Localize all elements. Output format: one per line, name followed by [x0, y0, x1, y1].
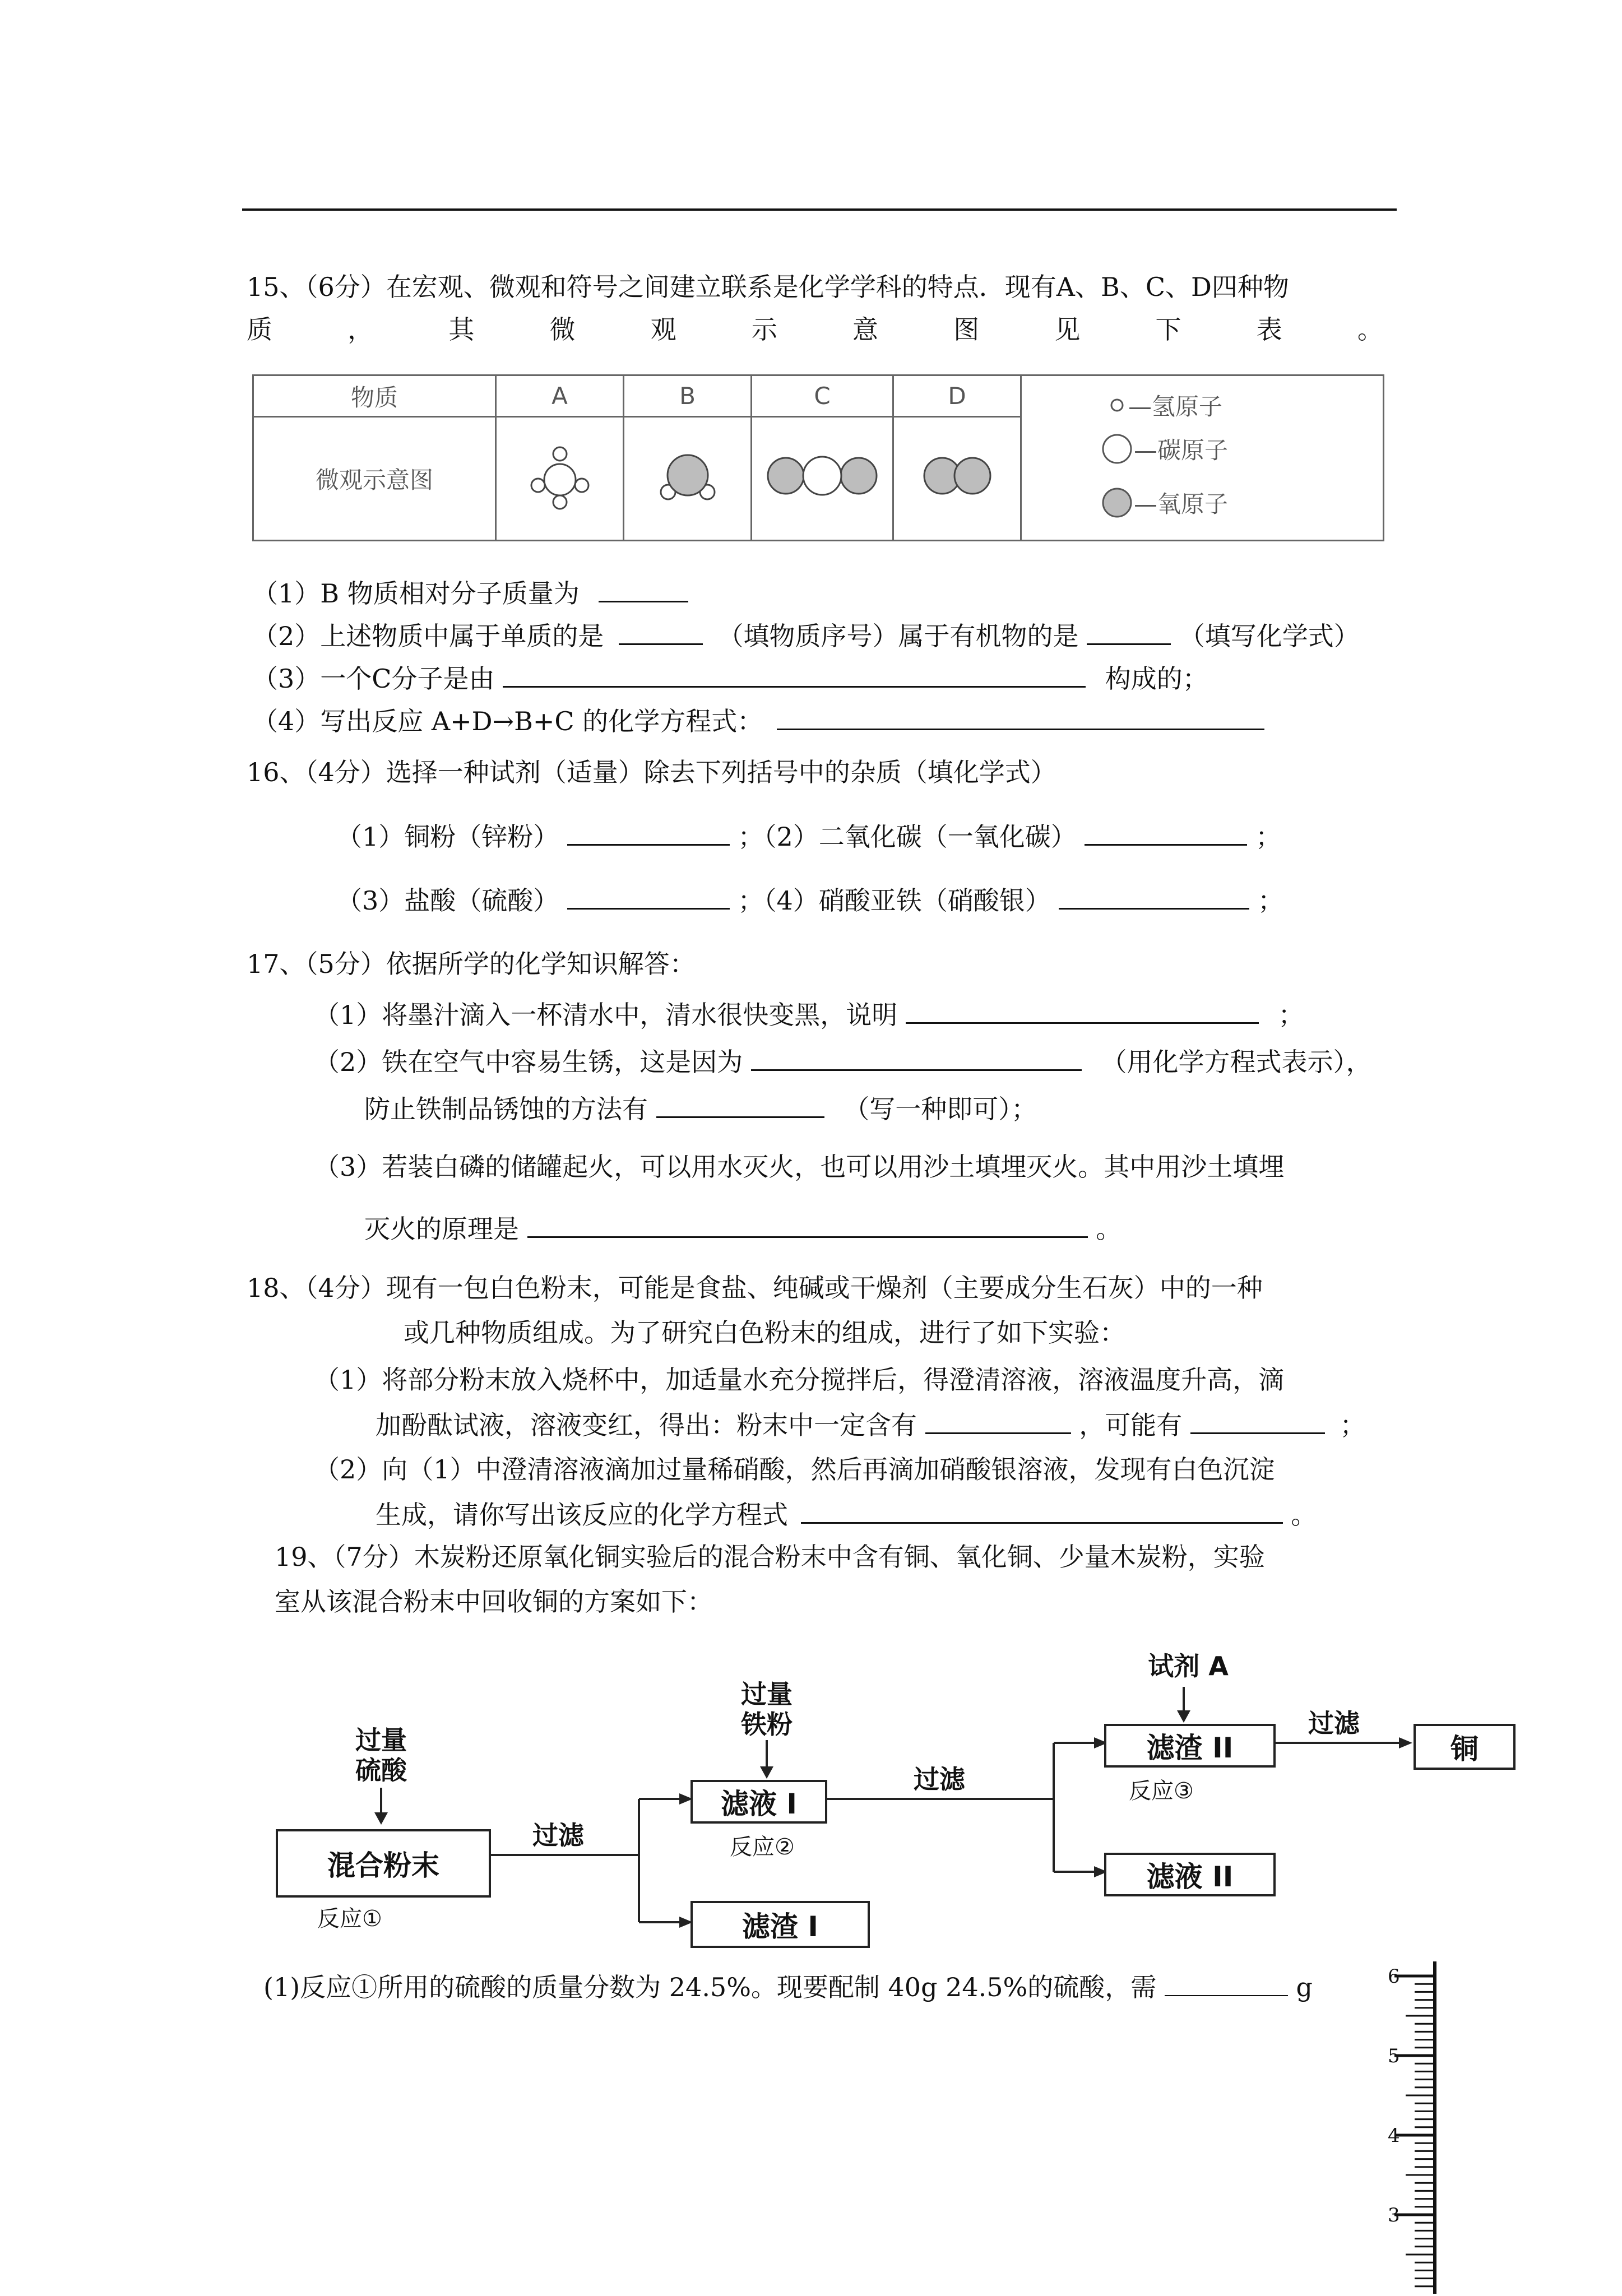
q17-part3: （3）若装白磷的储罐起火，可以用水灭火，也可以用沙土填埋灭火。其中用沙土填埋: [314, 1152, 1285, 1182]
ruler-label: 4: [1388, 2125, 1400, 2147]
box-residue1: 滤渣 I: [690, 1901, 870, 1948]
q16-end: ；: [1258, 885, 1284, 916]
col-b-header: B: [624, 375, 752, 417]
q15-line2-char: 。: [1357, 314, 1383, 345]
measuring-ruler: [1356, 1961, 1468, 2294]
reaction1-label: 反应①: [317, 1906, 382, 1932]
q15-line2-char: 观: [650, 314, 676, 345]
ruler-label: 3: [1388, 2204, 1400, 2227]
q17-part1-end: ；: [1278, 1000, 1304, 1030]
q19-line2: 室从该混合粉末中回收铜的方案如下：: [275, 1587, 713, 1617]
q18-part2-end: 。: [1291, 1500, 1317, 1530]
q16-item4: ；（4）硝酸亚铁（硝酸银）: [738, 885, 1051, 916]
q17-title: 17、（5分）依据所学的化学知识解答：: [247, 949, 696, 979]
q17-part2-text-b: （用化学方程式表示），: [1101, 1047, 1372, 1077]
q15-line2-char: 示: [751, 314, 777, 345]
q18-line1: 18、（4分）现有一包白色粉末，可能是食盐、纯碱或干燥剂（主要成分生石灰）中的一种: [247, 1273, 1263, 1303]
q15-line2-char: 见: [1054, 314, 1081, 345]
q19-part1-text: (1)反应①所用的硫酸的质量分数为 24.5%。现要配制 40g 24.5%的硫酸，需: [263, 1972, 1157, 2002]
q15-line2-char: ，: [347, 314, 374, 345]
table-header-label: 物质: [253, 375, 496, 417]
q17-part2-text-a: （2）铁在空气中容易生锈，这是因为: [314, 1047, 743, 1077]
q18-line2: 或几种物质组成。为了研究白色粉末的组成，进行了如下实验：: [404, 1318, 1125, 1348]
q19-part1: [263, 1970, 1313, 2004]
q18-part2: （2）向（1）中澄清溶液滴加过量稀硝酸，然后再滴加硝酸银溶液，发现有白色沉淀: [314, 1454, 1275, 1485]
box-filtrate1: 滤液 I: [690, 1780, 827, 1824]
q15-line1: 15、（6分）在宏观、微观和符号之间建立联系是化学学科的特点．现有A、B、C、D四种物: [247, 272, 1289, 302]
q15-part4-text: （4）写出反应 A+D→B+C 的化学方程式：: [252, 706, 763, 736]
q16-item3: （3）盐酸（硫酸）: [336, 885, 559, 916]
q17-part2-text-c: 防止铁制品锈蚀的方法有: [364, 1094, 648, 1124]
q17-part1-text: （1）将墨汁滴入一杯清水中，清水很快变黑，说明: [314, 1000, 898, 1030]
q15-part2-text-a: （2）上述物质中属于单质的是: [252, 621, 604, 651]
q18-part1-text-c: ，可能有: [1079, 1410, 1183, 1440]
q15-line2-char: 其: [448, 314, 475, 345]
box-residue2: 滤渣 II: [1104, 1724, 1276, 1768]
table-row-label: 微观示意图: [253, 417, 496, 541]
q15-part3-text-a: （3）一个C分子是由: [252, 664, 495, 694]
q16-end: ；: [1255, 822, 1282, 852]
col-c-header: C: [752, 375, 893, 417]
q15-line2-char: 图: [953, 314, 980, 345]
box-mixed-powder: 混合粉末: [276, 1829, 491, 1898]
q15-part2-text-b: （填物质序号）属于有机物的是: [717, 621, 1079, 651]
reagent2-line1: 过量: [741, 1679, 793, 1709]
q19-line1: 19、（7分）木炭粉还原氧化铜实验后的混合粉末中含有铜、氧化铜、少量木炭粉，实验: [275, 1542, 1265, 1572]
ruler-scale: [1356, 1961, 1468, 2294]
filter3-label: 过滤: [1308, 1708, 1360, 1738]
q16-title: 16、（4分）选择一种试剂（适量）除去下列括号中的杂质（填化学式）: [247, 757, 1056, 787]
reagent2-label: [722, 1679, 812, 1740]
reagent1-line2: 硫酸: [355, 1755, 407, 1785]
q15-line2-char: 微: [549, 314, 576, 345]
q17-part2-text-d: （写一种即可）；: [844, 1094, 1037, 1124]
q15-part3-text-b: 构成的；: [1105, 664, 1208, 694]
q17-part3-text-b: 灭火的原理是: [364, 1214, 519, 1244]
q17-part3-end: 。: [1096, 1214, 1122, 1244]
reaction3-label: 反应③: [1129, 1778, 1194, 1804]
q15-line2-char: 下: [1155, 314, 1181, 345]
legend-hydrogen: —氢原子: [1128, 393, 1223, 420]
ruler-label: 6: [1388, 1965, 1400, 1988]
q18-part1: （1）将部分粉末放入烧杯中，加适量水充分搅拌后，得澄清溶液，溶液温度升高，滴: [314, 1365, 1285, 1395]
col-d-header: D: [893, 375, 1021, 417]
answer-blank[interactable]: [1165, 1970, 1288, 1996]
q15-part1-text: （1）B 物质相对分子质量为: [252, 578, 580, 609]
legend-carbon: —碳原子: [1134, 437, 1229, 464]
q19-part1-unit: g: [1296, 1972, 1313, 2002]
filter1-label: 过滤: [532, 1820, 584, 1850]
q18-part2-text-b: 生成，请你写出该反应的化学方程式: [376, 1500, 788, 1530]
box-copper: 铜: [1414, 1724, 1516, 1770]
box-filtrate2: 滤液 II: [1104, 1853, 1276, 1896]
q16-item1: （1）铜粉（锌粉）: [336, 822, 559, 852]
legend-oxygen: —氧原子: [1134, 490, 1229, 518]
reagent1-line1: 过量: [355, 1725, 407, 1755]
q15-line2-char: 质: [247, 314, 272, 345]
q15-line2-char: 意: [852, 314, 879, 345]
q18-part1-end: ；: [1340, 1410, 1366, 1440]
ruler-label: 5: [1388, 2045, 1400, 2067]
reagent2-line2: 铁粉: [741, 1709, 793, 1740]
filter2-label: 过滤: [914, 1764, 965, 1794]
q16-item2: ；（2）二氧化碳（一氧化碳）: [738, 822, 1077, 852]
reagent1-label: [336, 1725, 426, 1785]
reagent3-label: 试剂 A: [1148, 1651, 1229, 1681]
q15-part2-text-c: （填写化学式）: [1179, 621, 1360, 651]
q18-part1-text-b: 加酚酞试液，溶液变红，得出：粉末中一定含有: [376, 1410, 917, 1440]
q15-line2-char: 表: [1256, 314, 1282, 345]
reaction2-label: 反应②: [730, 1834, 795, 1860]
col-a-header: A: [496, 375, 624, 417]
